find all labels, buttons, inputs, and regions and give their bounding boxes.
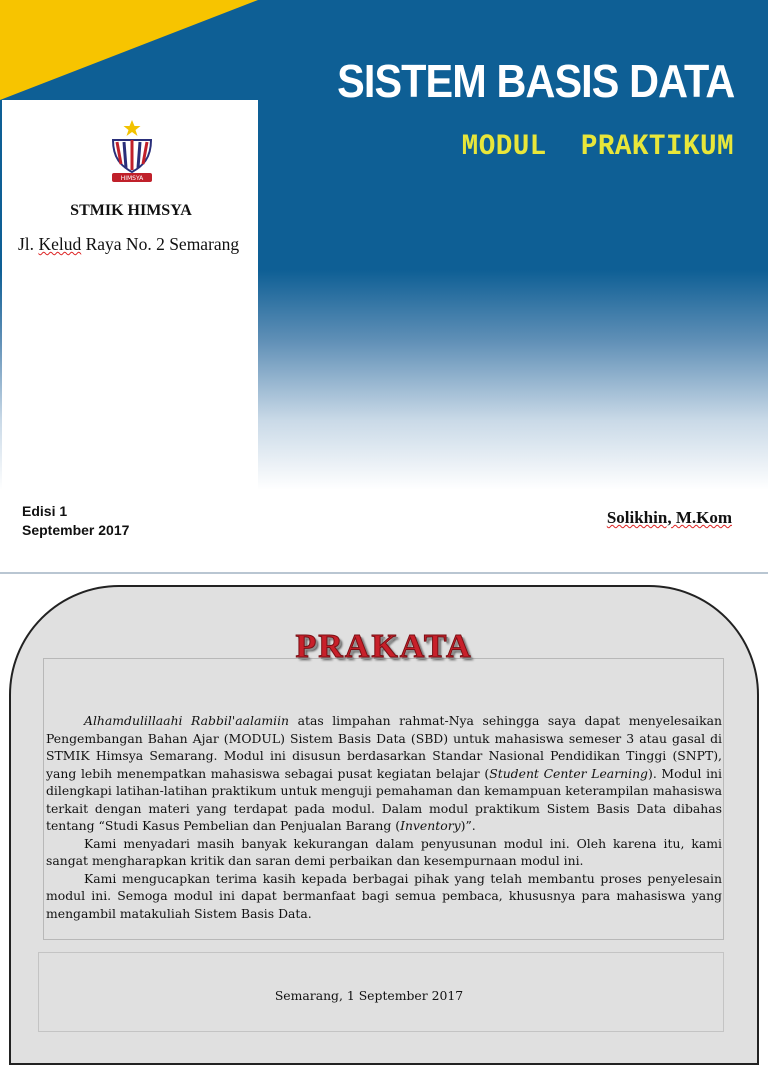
preface-paragraph-1: Alhamdulillaahi Rabbil'aalamiin atas limpahan rahmat-Nya sehingga saya dapat menyelesaikan Pengembangan Bahan Ajar (MODUL) Sistem Basis Data (SBD) untuk mahasiswa semeser 3 atau gasal di STMIK Himsya Semarang. Modul ini disusun berdasarkan Standar Nasional Pendidikan Tinggi (SNPT), yang lebih menempatkan mahasiswa sebagai pusat kegiatan belajar (Student Center Learning). Modul ini dilengkapi latihan-latihan praktikum untuk menguji pemahaman dan kemampuan keterampilan mahasiswa terkait dengan materi yang terdapat pada modul. Dalam modul praktikum Sistem Basis Data dibahas tentang “Studi Kasus Pembelian dan Penjualan Barang (Inventory)”. (46, 713, 722, 833)
author-name: Solikhin, M.Kom (606, 508, 732, 527)
place-date: Semarang, 1 September 2017 (274, 988, 464, 1003)
preface-title: PRAKATA (295, 628, 473, 665)
yellow-corner-accent (0, 0, 258, 100)
preface-paragraph-2: Kami menyadari masih banyak kekurangan dalam penyusunan modul ini. Oleh karena itu, kami sangat mengharapkan kritik dan saran demi perbaikan dan kesempurnaan modul ini. (46, 835, 722, 868)
preface-body (46, 712, 722, 922)
cover-title: SISTEM BASIS DATA (336, 55, 734, 107)
cover-subtitle: MODUL PRAKTIKUM (461, 130, 734, 164)
institution-address: Jl. Kelud Raya No. 2 Semarang (18, 234, 240, 254)
preface-paragraph-3: Kami mengucapkan terima kasih kepada berbagai pihak yang telah membantu proses penyelesain modul ini. Semoga modul ini dapat bermanfaat bagi semua pembaca, khususnya para mahasiswa yang mengambil matakuliah Sistem Basis Data. (46, 870, 722, 921)
edition-info (22, 502, 129, 540)
logo-text: HIMSYA (120, 175, 144, 182)
edition-number: Edisi 1 (22, 503, 68, 519)
edition-date: September 2017 (22, 522, 130, 538)
himsya-logo-icon (107, 118, 157, 188)
institution-name: STMIK HIMSYA (70, 202, 192, 219)
